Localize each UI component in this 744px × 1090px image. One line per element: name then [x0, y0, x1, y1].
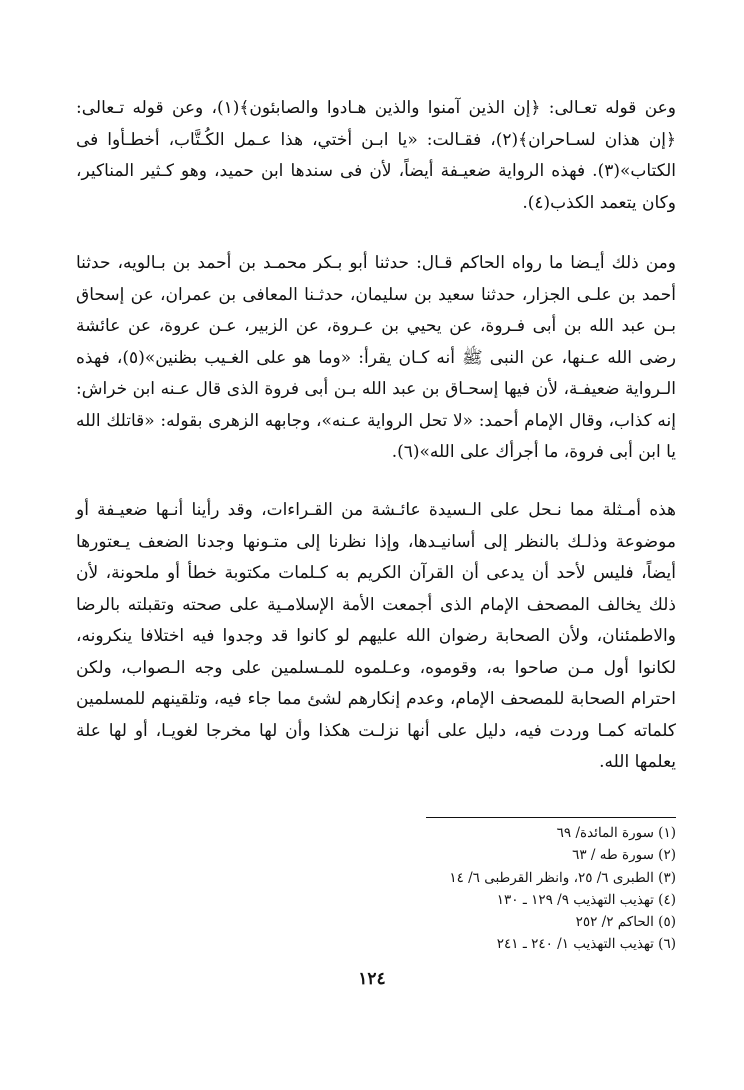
footnote-item: (١) سورة المائدة/ ٦٩: [556, 825, 676, 841]
footnote-item: (٣) الطبرى ٦/ ٢٥، وانظر القرطبى ٦/ ١٤: [449, 869, 676, 886]
body-paragraph: هذه أمـثلة مما نـحل على الـسيدة عائـشة من القـراءات، وقد رأينا أنـها ضعيـفة أو موضوعة وذلـك بالنظر إلى أسانيـدها، وإذا نظرنا إلى متـونها وجدنا الضعف يـعتورها أيضاً، فليس لأحد أن يدعى أن القرآن الكريم به كـلمات مكتوبة خطأ أو ملحونة، لأن ذلك يخالف المصحف الإمام الذى أجمعت الأمة الإسلامـية على صحته وتقبلته بالرضا والاطمئنان، ولأن الصحابة رضوان الله عليهم لو كانوا قد وجدوا فيه اختلافا ينكرونه، لكانوا أول مـن صاحوا به، وقوموه، وعـلموه للمـسلمين على وجه الـصواب، ولكن احترام الصحابة للمصحف الإمام، وعدم إنكارهم لشئ مما جاء فيه، وتلقينهم للمسلمين كلماته كمـا وردت فيه، دليل على أنها نزلـت هكذا وأن لها مخرجا لغويـا، أو لها علة يعلمها الله.: [76, 500, 676, 772]
footnote-item: (٥) الحاكم ٢/ ٢٥٢: [575, 914, 676, 931]
footnote-item: (٤) تهذيب التهذيب ٩/ ١٢٩ ـ ١٣٠: [496, 891, 676, 908]
body-paragraph: وعن قوله تعـالى: ﴿إن الذين آمنوا والذين هـادوا والصابئون﴾(١)، وعن قوله تـعالى: ﴿إن هذان لسـاحران﴾(٢)، فقـالت: «يا ابـن أختي، هذا عـمل الكُـتَّاب، أخطـأوا فى الكتاب»(٣). فهذه الرواية ضعيـفة أيضاً، لأن فى سندها ابن حميد، وهو كـثير المناكير، وكان يتعمد الكذب(٤).: [76, 98, 676, 213]
footnote-item: (٢) سورة طه / ٦٣: [572, 847, 676, 864]
footnotes-list: [346, 822, 676, 956]
footnote-item: (٦) تهذيب التهذيب ١/ ٢٤٠ ـ ٢٤١: [496, 936, 676, 953]
footnote-separator: [426, 817, 676, 818]
page-number: ١٢٤: [358, 969, 386, 989]
body-paragraph: ومن ذلك أيـضا ما رواه الحاكم قـال: حدثنا أبو بـكر محمـد بن أحمد بن بـالويه، حدثنا أحمد بن علـى الجزار، حدثنا سعيد بن سليمان، حدثـنا المعافى بن عمران، عن إسحاق بـن عبد الله بن أبى فـروة، عن يحيي بن عـروة، عن الزبير، عـن عروة، عن عائشة رضى الله عـنها، عن النبى ﷺ أنه كـان يقرأ: «وما هو على الغـيب بظنين»(٥)، فهذه الـرواية ضعيفـة، لأن فيها إسحـاق بن عبد الله بـن أبى فروة الذى قال عـنه ابن خراش: إنه كذاب، وقال الإمام أحمد: «لا تحل الرواية عـنه»، وجابهه الزهرى بقوله: «قاتلك الله يا ابن أبى فروة، ما أجرأك على الله»(٦).: [76, 253, 676, 462]
